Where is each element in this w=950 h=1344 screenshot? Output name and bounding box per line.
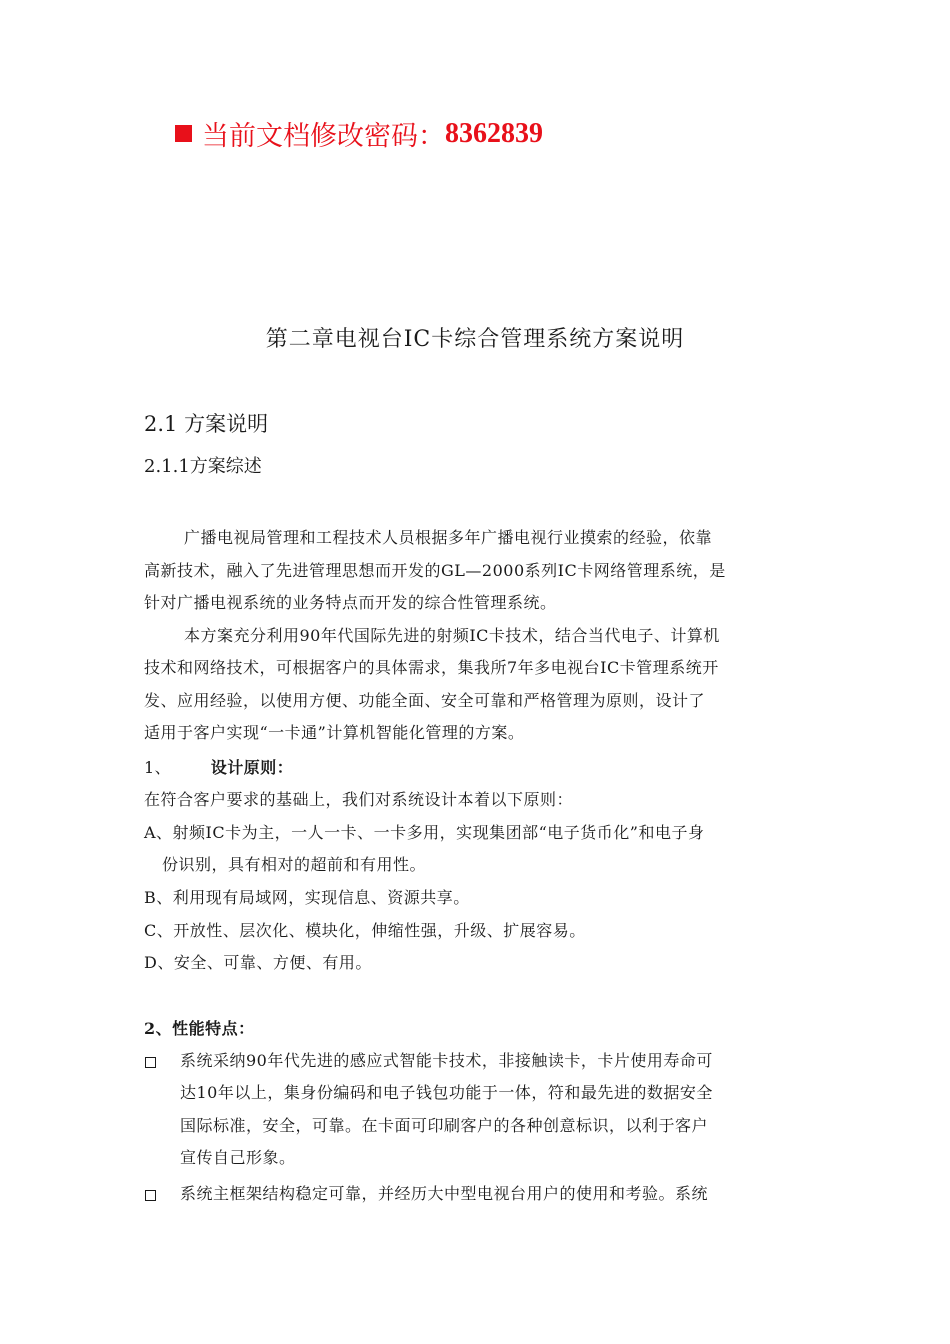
principle-item: C、开放性、层次化、模块化，伸缩性强，升级、扩展容易。 [144,921,586,940]
checkbox-bullet-icon [145,1057,156,1068]
section-heading: 2.1 方案说明 [144,412,269,436]
paragraph-line: 广播电视局管理和工程技术人员根据多年广播电视行业摸索的经验，依靠 [184,528,713,547]
subsection-heading: 2.1.1方案综述 [144,456,262,477]
section-number: 1、 [144,758,172,777]
checkbox-bullet-icon [145,1190,156,1201]
feature-line: 国际标准，安全，可靠。在卡面可印刷客户的各种创意标识，以利于客户 [180,1116,709,1135]
section-label: 设计原则： [210,758,294,777]
chapter-title: 第二章电视台IC卡综合管理系统方案说明 [265,327,685,352]
paragraph-line: 技术和网络技术，可根据客户的具体需求，集我所7年多电视台IC卡管理系统开 [144,658,719,677]
password-code: 8362839 [445,117,543,149]
feature-line: 达10年以上，集身份编码和电子钱包功能于一体，符和最先进的数据安全 [180,1083,713,1102]
banner-text: 当前文档修改密码： [202,121,445,152]
paragraph-line: 高新技术，融入了先进管理思想而开发的GL—2000系列IC卡网络管理系统，是 [144,561,726,580]
principle-item: B、利用现有局域网，实现信息、资源共享。 [144,888,470,907]
feature-line: 宣传自己形象。 [180,1148,296,1167]
feature-line: 系统主框架结构稳定可靠，并经历大中型电视台用户的使用和考验。系统 [180,1184,709,1203]
principles-intro: 在符合客户要求的基础上，我们对系统设计本着以下原则： [144,790,574,809]
principle-item: D、安全、可靠、方便、有用。 [144,953,372,972]
principle-item-continued: 份识别，具有相对的超前和有用性。 [162,855,427,874]
feature-line: 系统采纳90年代先进的感应式智能卡技术，非接触读卡，卡片使用寿命可 [180,1051,713,1070]
paragraph-line: 本方案充分利用90年代国际先进的射频IC卡技术，结合当代电子、计算机 [184,626,720,645]
paragraph-line: 发、应用经验，以使用方便、功能全面、安全可靠和严格管理为原则，设计了 [144,691,706,710]
performance-heading: 2、性能特点： [144,1019,255,1038]
paragraph-line: 适用于客户实现“一卡通”计算机智能化管理的方案。 [144,723,525,742]
design-principles-heading [144,756,806,780]
password-banner [175,114,543,153]
principle-item: A、射频IC卡为主，一人一卡、一卡多用，实现集团部“电子货币化”和电子身 [144,823,705,842]
paragraph-line: 针对广播电视系统的业务特点而开发的综合性管理系统。 [144,593,557,612]
square-bullet-icon [175,125,192,142]
